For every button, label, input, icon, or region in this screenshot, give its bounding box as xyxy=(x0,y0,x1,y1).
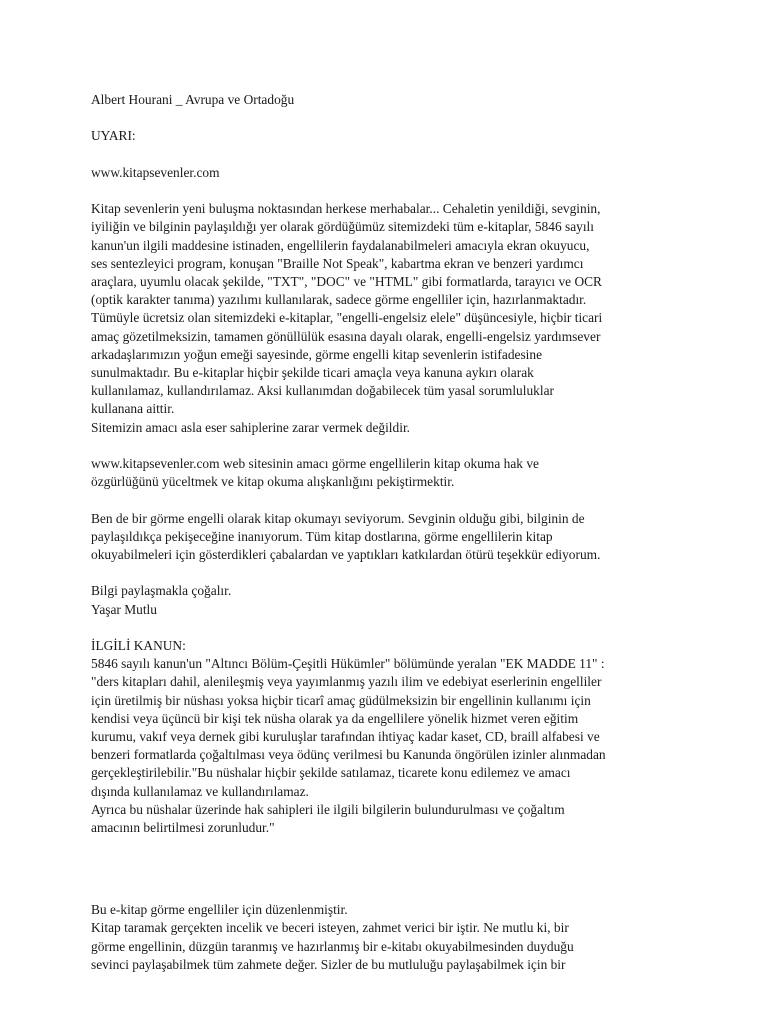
website-link[interactable]: www.kitapsevenler.com xyxy=(91,164,220,180)
signature-line: Yaşar Mutlu xyxy=(91,601,157,617)
warning-heading: UYARI: xyxy=(91,128,136,144)
personal-paragraph: Ben de bir görme engelli olarak kitap okumayı seviyorum. Sevginin olduğu gibi, bilginin de paylaşıldıkça pekişeceğine inanıyorum. Tüm kitap dostlarına, görme engellilerin kitap okuyabilmeleri için gösterdikleri çabalardan ve yaptıkları katkılardan ötürü teşekkür ediyorum. xyxy=(91,510,601,562)
intro-last-line: Sitemizin amacı asla eser sahiplerine zarar vermek değildir. xyxy=(91,419,411,435)
closing-paragraph: Kitap taramak gerçekten incelik ve beceri isteyen, zahmet verici bir iştir. Ne mutlu ki, bir görme engellinin, düzgün taranmış ve hazırlanmış bir e-kitabı okuyabilmesinden duyduğu sevinci paylaşabilmek tüm zahmete değer. Sizler de bu mutluluğu paylaşabilmek için bir xyxy=(91,920,574,972)
intro-paragraph: Kitap sevenlerin yeni buluşma noktasından herkese merhabalar... Cehaletin yenildiği, sevginin, iyiliğin ve bilginin paylaşıldığı yer olarak gördüğümüz sitemizdeki tüm e-kitaplar, 5846 sayılı kanun'un ilgili maddesine istinaden, engellilerin faydalanabilmeleri amacıyla ekran okuyucu, ses sentezleyici program, konuşan "Braille Not Speak", kabartma ekran ve benzeri yardımcı araçlara, uyumlu olacak şekilde, "TXT", "DOC" ve "HTML" gibi formatlarda, tarayıcı ve OCR (optik karakter tanıma) yazılımı kullanılarak, sadece görme engelliler için, hazırlanmaktadır. Tümüyle ücretsiz olan sitemizdeki e-kitaplar, "engelli-engelsiz elele" düşüncesiyle, hiçbir ticari amaç gözetilmeksizin, tamamen gönüllülük esasına dayalı olarak, engelli-engelsiz yardımsever arkadaşlarımızın yoğun emeği sayesinde, görme engelli kitap sevenlerin istifadesine sunulmaktadır. Bu e-kitaplar hiçbir şekilde ticari amaçla veya kanuna aykırı olarak kullanılamaz, kullandırılamaz. Aksi kullanımdan doğabilecek tüm yasal sorumluluklar kullanana aittir. xyxy=(91,201,603,417)
document-title: Albert Hourani _ Avrupa ve Ortadoğu xyxy=(91,92,295,107)
law-paragraph: 5846 sayılı kanun'un "Altıncı Bölüm-Çeşitli Hükümler" bölümünde yeralan "EK MADDE 11" : "ders kitapları dahil, alenileşmiş veya yayımlanmış yazılı ilim ve edebiyat eserlerinin engelliler için üretilmiş bir nüshası yoksa hiçbir ticarî amaç güdülmeksizin bir engellinin kullanımı için kendisi veya üçüncü bir kişi tek nüsha olarak ya da engellilere yönelik hizmet veren eğitim kurumu, vakıf veya dernek gibi kuruluşlar tarafından ihtiyaç kadar kaset, CD, braill alfabesi ve benzeri formatlarda çoğaltılması veya ödünç verilmesi bu Kanunda öngörülen izinler alınmadan gerçekleştirilebilir."Bu nüshalar hiçbir şekilde satılamaz, ticarete konu edilemez ve amacı dışında kullanılamaz ve kullandırılamaz. Ayrıca bu nüshalar üzerinde hak sahipleri ile ilgili bilgilerin bulundurulması ve çoğaltım amacının belirtilmesi zorunludur." xyxy=(91,656,606,836)
law-heading: İLGİLİ KANUN: xyxy=(91,637,186,653)
purpose-paragraph: www.kitapsevenler.com web sitesinin amacı görme engellilerin kitap okuma hak ve özgürlüğünü yüceltmek ve kitap okuma alışkanlığını pekiştirmektir. xyxy=(91,456,539,490)
document-body xyxy=(91,91,711,974)
closing-line: Bu e-kitap görme engelliler için düzenlenmiştir. xyxy=(91,902,348,918)
motto-line: Bilgi paylaşmakla çoğalır. xyxy=(91,583,232,599)
